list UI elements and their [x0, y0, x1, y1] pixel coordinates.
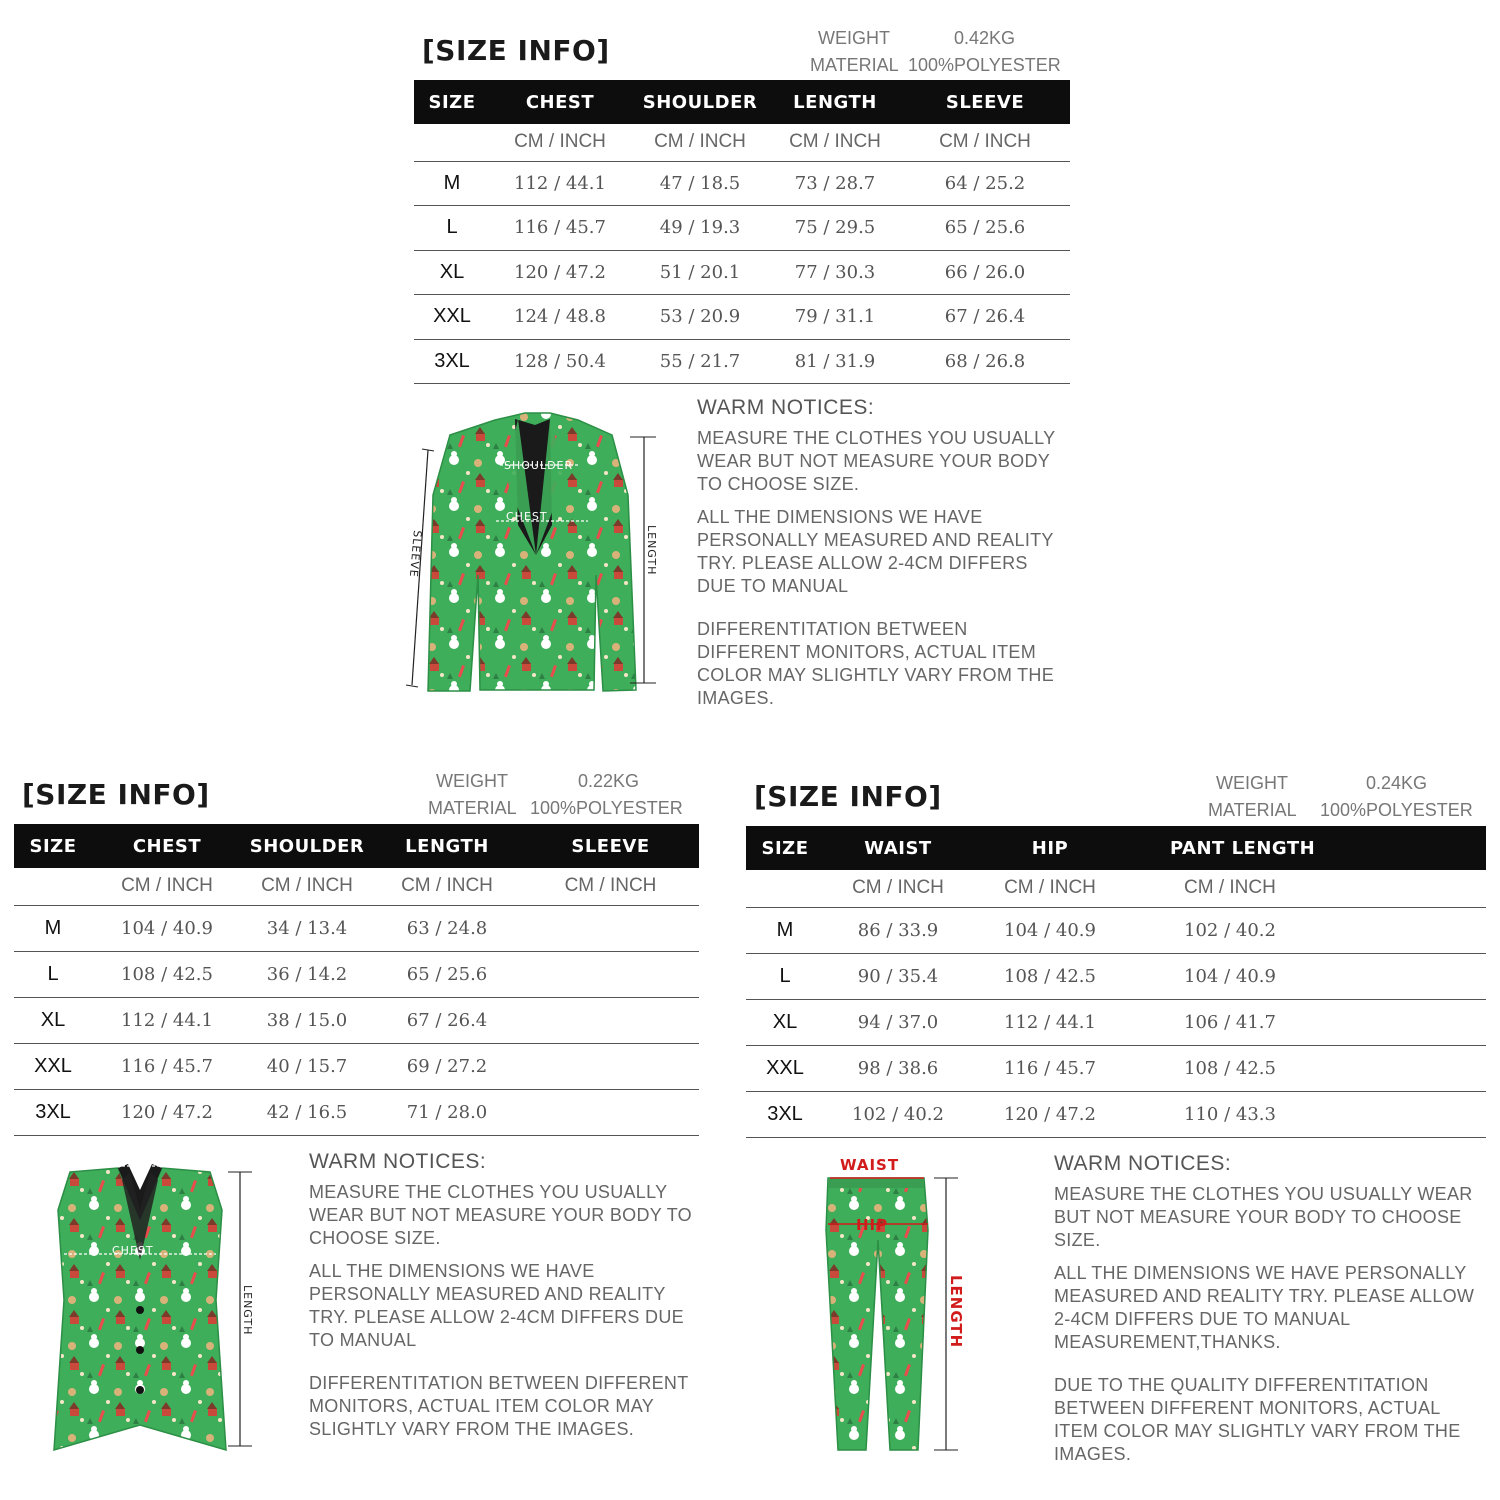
jacket-illustration — [400, 405, 670, 705]
weight-value: 0.42KG — [954, 28, 1016, 48]
table-row — [414, 295, 1070, 340]
table-row — [14, 1043, 699, 1089]
table-row — [14, 951, 699, 997]
measure-cell: 98 / 38.6 — [824, 1045, 972, 1091]
material-value: 100%POLYESTER — [530, 798, 683, 818]
measure-cell: 102 / 40.2 — [824, 1091, 972, 1137]
measure-cell: 75 / 29.5 — [770, 206, 900, 251]
size-cell: M — [14, 905, 92, 951]
measure-cell: 68 / 26.8 — [900, 339, 1070, 384]
measure-cell: 128 / 50.4 — [490, 339, 630, 384]
measure-cell: 94 / 37.0 — [824, 999, 972, 1045]
unit-cell: CM / INCH — [490, 124, 630, 161]
weight-label: WEIGHT — [436, 771, 508, 791]
measure-cell: 112 / 44.1 — [92, 997, 242, 1043]
size-cell: 3XL — [746, 1091, 824, 1137]
measure-cell: 77 / 30.3 — [770, 250, 900, 295]
chest-label: CHEST — [506, 510, 548, 523]
vest-meta — [428, 768, 698, 822]
notice-text: DUE TO THE QUALITY DIFFERENTITATION BETWEEN DIFFERENT MONITORS, ACTUAL ITEM COLOR MAY SLIGHTLY VARY FROM THE IMAGES. — [1054, 1375, 1461, 1464]
material-label: MATERIAL — [810, 55, 899, 75]
material-value: 100%POLYESTER — [1320, 800, 1473, 820]
size-cell: 3XL — [414, 339, 490, 384]
notice-text: MEASURE THE CLOTHES YOU USUALLY WEAR BUT NOT MEASURE YOUR BODY TO CHOOSE SIZE. — [1054, 1184, 1473, 1250]
unit-cell: CM / INCH — [1128, 870, 1486, 907]
weight-value: 0.22KG — [578, 771, 640, 791]
header-sleeve: SLEEVE — [522, 824, 699, 868]
length-label: LENGTH — [947, 1275, 965, 1349]
unit-cell: CM / INCH — [242, 868, 372, 905]
header-chest: CHEST — [92, 824, 242, 868]
measure-cell: 38 / 15.0 — [242, 997, 372, 1043]
unit-cell: CM / INCH — [92, 868, 242, 905]
unit-cell: CM / INCH — [824, 870, 972, 907]
material-value: 100%POLYESTER — [908, 55, 1061, 75]
header-hip: HIP — [972, 826, 1128, 870]
table-row — [14, 905, 699, 951]
size-cell: M — [414, 161, 490, 206]
size-cell: XXL — [14, 1043, 92, 1089]
header-shoulder: SHOULDER — [242, 824, 372, 868]
measure-cell: 79 / 31.1 — [770, 295, 900, 340]
weight-value: 0.24KG — [1366, 773, 1428, 793]
table-row — [746, 999, 1486, 1045]
header-size: SIZE — [414, 80, 490, 124]
table-row — [14, 997, 699, 1043]
table-row — [414, 339, 1070, 384]
measure-cell: 104 / 40.9 — [1128, 953, 1486, 999]
measure-cell: 73 / 28.7 — [770, 161, 900, 206]
size-cell: XXL — [414, 295, 490, 340]
table-row — [746, 1091, 1486, 1137]
measure-cell: 108 / 42.5 — [972, 953, 1128, 999]
measure-cell — [522, 905, 699, 951]
measure-cell: 81 / 31.9 — [770, 339, 900, 384]
size-cell: L — [746, 953, 824, 999]
measure-cell — [522, 1043, 699, 1089]
measure-cell: 47 / 18.5 — [630, 161, 770, 206]
measure-cell: 71 / 28.0 — [372, 1089, 522, 1135]
measure-cell: 102 / 40.2 — [1128, 907, 1486, 953]
measure-cell: 120 / 47.2 — [92, 1089, 242, 1135]
measure-cell: 34 / 13.4 — [242, 905, 372, 951]
unit-cell: CM / INCH — [630, 124, 770, 161]
measure-cell: 116 / 45.7 — [92, 1043, 242, 1089]
measure-cell: 108 / 42.5 — [1128, 1045, 1486, 1091]
vest-illustration — [40, 1150, 270, 1460]
measure-cell: 36 / 14.2 — [242, 951, 372, 997]
pants-size-table — [746, 826, 1486, 1138]
measure-cell: 63 / 24.8 — [372, 905, 522, 951]
measure-cell: 116 / 45.7 — [490, 206, 630, 251]
measure-cell: 40 / 15.7 — [242, 1043, 372, 1089]
measure-cell: 120 / 47.2 — [490, 250, 630, 295]
measure-cell — [522, 1089, 699, 1135]
jacket-size-table — [414, 80, 1070, 384]
notice-text: DIFFERENTITATION BETWEEN DIFFERENT MONITORS, ACTUAL ITEM COLOR MAY SLIGHTLY VARY FROM THE IMAGES. — [697, 619, 1055, 708]
measure-cell: 65 / 25.6 — [372, 951, 522, 997]
measure-cell: 55 / 21.7 — [630, 339, 770, 384]
measure-cell: 67 / 26.4 — [372, 997, 522, 1043]
shoulder-label: SHOULDER — [504, 459, 574, 472]
material-label: MATERIAL — [428, 798, 517, 818]
measure-cell: 110 / 43.3 — [1128, 1091, 1486, 1137]
size-cell: XL — [14, 997, 92, 1043]
measure-cell: 90 / 35.4 — [824, 953, 972, 999]
shoulder-label: SHOULDER — [102, 1155, 172, 1168]
unit-cell: CM / INCH — [372, 868, 522, 905]
material-label: MATERIAL — [1208, 800, 1297, 820]
pants-illustration — [800, 1150, 980, 1460]
unit-cell: CM / INCH — [972, 870, 1128, 907]
size-cell: L — [14, 951, 92, 997]
header-sleeve: SLEEVE — [900, 80, 1070, 124]
measure-cell: 51 / 20.1 — [630, 250, 770, 295]
table-row — [414, 250, 1070, 295]
header-size: SIZE — [746, 826, 824, 870]
unit-cell — [14, 868, 92, 905]
pants-title: [SIZE INFO] — [754, 780, 942, 813]
vest-notices — [309, 1150, 694, 1451]
size-cell: XXL — [746, 1045, 824, 1091]
notice-text: MEASURE THE CLOTHES YOU USUALLY WEAR BUT NOT MEASURE YOUR BODY TO CHOOSE SIZE. — [309, 1182, 692, 1248]
measure-cell — [522, 997, 699, 1043]
measure-cell: 86 / 33.9 — [824, 907, 972, 953]
measure-cell: 112 / 44.1 — [972, 999, 1128, 1045]
measure-cell: 104 / 40.9 — [972, 907, 1128, 953]
measure-cell: 53 / 20.9 — [630, 295, 770, 340]
measure-cell — [522, 951, 699, 997]
unit-cell: CM / INCH — [770, 124, 900, 161]
measure-cell: 67 / 26.4 — [900, 295, 1070, 340]
notices-title: WARM NOTICES: — [1054, 1152, 1232, 1175]
length-label: LENGTH — [241, 1285, 254, 1336]
length-label: LENGTH — [645, 525, 658, 576]
header-waist: WAIST — [824, 826, 972, 870]
jacket-title: [SIZE INFO] — [422, 34, 610, 67]
notice-text: ALL THE DIMENSIONS WE HAVE PERSONALLY MEASURED AND REALITY TRY. PLEASE ALLOW 2-4CM DIFFERS DUE TO MANUAL — [309, 1261, 684, 1350]
header-length: LENGTH — [372, 824, 522, 868]
size-cell: XL — [746, 999, 824, 1045]
vest-size-table — [14, 824, 699, 1136]
measure-cell: 64 / 25.2 — [900, 161, 1070, 206]
weight-label: WEIGHT — [818, 28, 890, 48]
measure-cell: 104 / 40.9 — [92, 905, 242, 951]
notice-text: ALL THE DIMENSIONS WE HAVE PERSONALLY MEASURED AND REALITY TRY. PLEASE ALLOW 2-4CM DIFFERS DUE TO MANUAL — [697, 507, 1054, 596]
size-cell: L — [414, 206, 490, 251]
measure-cell: 116 / 45.7 — [972, 1045, 1128, 1091]
unit-cell: CM / INCH — [522, 868, 699, 905]
unit-cell: CM / INCH — [900, 124, 1070, 161]
measure-cell: 65 / 25.6 — [900, 206, 1070, 251]
notice-text: DIFFERENTITATION BETWEEN DIFFERENT MONITORS, ACTUAL ITEM COLOR MAY SLIGHTLY VARY FROM THE IMAGES. — [309, 1373, 689, 1439]
notice-text: MEASURE THE CLOTHES YOU USUALLY WEAR BUT NOT MEASURE YOUR BODY TO CHOOSE SIZE. — [697, 428, 1056, 494]
measure-cell: 42 / 16.5 — [242, 1089, 372, 1135]
measure-cell: 49 / 19.3 — [630, 206, 770, 251]
measure-cell: 120 / 47.2 — [972, 1091, 1128, 1137]
notices-title: WARM NOTICES: — [697, 396, 875, 419]
size-cell: M — [746, 907, 824, 953]
jacket-meta — [810, 25, 1070, 79]
sleeve-label: SLEEVE — [406, 529, 424, 579]
waist-label: WAIST — [840, 1156, 900, 1174]
jacket-notices — [697, 396, 1067, 720]
table-row — [414, 206, 1070, 251]
measure-cell: 124 / 48.8 — [490, 295, 630, 340]
table-row — [414, 161, 1070, 206]
header-chest: CHEST — [490, 80, 630, 124]
header-length: LENGTH — [770, 80, 900, 124]
vest-title: [SIZE INFO] — [22, 778, 210, 811]
pants-meta — [1208, 770, 1488, 824]
header-shoulder: SHOULDER — [630, 80, 770, 124]
size-cell: XL — [414, 250, 490, 295]
measure-cell: 69 / 27.2 — [372, 1043, 522, 1089]
header-size: SIZE — [14, 824, 92, 868]
hip-label: HIP — [856, 1216, 889, 1234]
header-pant-length: PANT LENGTH — [1128, 826, 1486, 870]
chest-label: CHEST — [112, 1244, 154, 1257]
measure-cell: 112 / 44.1 — [490, 161, 630, 206]
table-row — [746, 1045, 1486, 1091]
size-cell: 3XL — [14, 1089, 92, 1135]
measure-cell: 108 / 42.5 — [92, 951, 242, 997]
weight-label: WEIGHT — [1216, 773, 1288, 793]
unit-cell — [414, 124, 490, 161]
pants-notices — [1054, 1152, 1486, 1476]
table-row — [746, 953, 1486, 999]
measure-cell: 66 / 26.0 — [900, 250, 1070, 295]
table-row — [14, 1089, 699, 1135]
measure-cell: 106 / 41.7 — [1128, 999, 1486, 1045]
notices-title: WARM NOTICES: — [309, 1150, 487, 1173]
table-row — [746, 907, 1486, 953]
unit-cell — [746, 870, 824, 907]
notice-text: ALL THE DIMENSIONS WE HAVE PERSONALLY MEASURED AND REALITY TRY. PLEASE ALLOW 2-4CM DIFFERS DUE TO MANUAL MEASUREMENT,THANKS. — [1054, 1263, 1475, 1352]
